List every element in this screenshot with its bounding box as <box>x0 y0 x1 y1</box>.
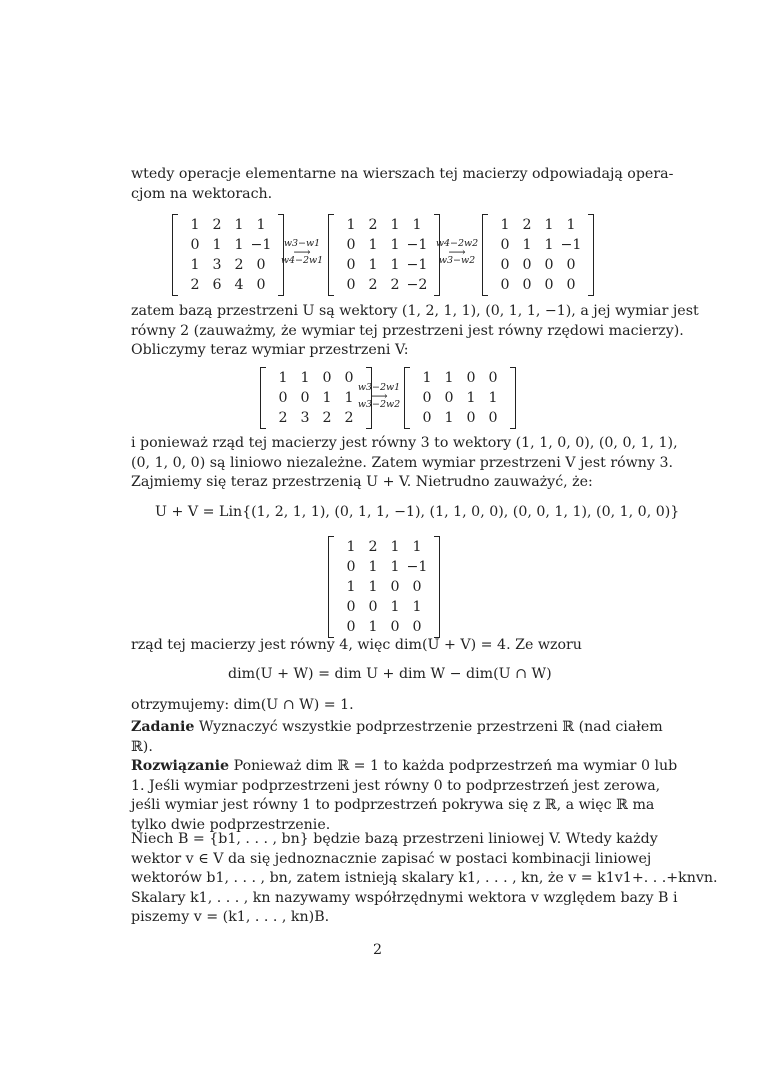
text-line: Zajmiemy się teraz przestrzenią U + V. Nietrudno zauważyć, że: <box>131 474 593 490</box>
matrix-cell: 2 <box>368 539 378 555</box>
matrix-E <box>404 367 516 429</box>
matrix-cell: 1 <box>412 539 422 555</box>
matrix-cell: 2 <box>212 217 222 233</box>
right-arrow-icon: ⟶ <box>370 389 388 403</box>
matrix-cell: 0 <box>412 579 422 595</box>
paragraph-result <box>131 696 629 716</box>
matrix-cell: 1 <box>544 237 554 253</box>
arrow-bottom-label: w4−2w1 <box>280 255 324 266</box>
arrow-top-label: w4−2w2 <box>435 238 479 249</box>
matrix-cell: 3 <box>212 257 222 273</box>
matrix-cell: 0 <box>544 277 554 293</box>
right-arrow-icon: ⟶ <box>293 245 311 259</box>
matrix-cell: 1 <box>390 257 400 273</box>
text-line: tylko dwie podprzestrzenie. <box>131 816 331 833</box>
matrix-cell: 1 <box>368 619 378 635</box>
paragraph-intro <box>131 165 674 204</box>
text-line: Niech B = {b1, . . . , bn} będzie bazą przestrzeni liniowej V. Wtedy każdy <box>131 831 658 847</box>
matrix-cell: 1 <box>190 217 200 233</box>
matrix-cell: 0 <box>346 277 356 293</box>
matrix-cell: 0 <box>522 257 532 273</box>
matrix-cell: 0 <box>390 619 400 635</box>
matrix-cell: 0 <box>544 257 554 273</box>
matrix-cell: 1 <box>346 579 356 595</box>
solution-block <box>131 757 678 835</box>
matrix-cell: 1 <box>390 539 400 555</box>
matrix-cell: 1 <box>466 390 476 406</box>
matrix-cell: 2 <box>278 410 288 426</box>
row-operation-arrow-1 <box>280 238 324 266</box>
matrix-cell: 1 <box>444 370 454 386</box>
matrix-cell: 0 <box>500 257 510 273</box>
matrix-cell: 1 <box>344 390 354 406</box>
matrix-cell: 1 <box>300 370 310 386</box>
matrix-cell: 1 <box>368 237 378 253</box>
text-line: cjom na wektorach. <box>131 185 273 202</box>
text-line: i ponieważ rząd tej macierzy jest równy 3 to wektory (1, 1, 0, 0), (0, 0, 1, 1), <box>131 435 678 451</box>
matrix-cell: 1 <box>278 370 288 386</box>
matrix-cell: 1 <box>488 390 498 406</box>
equation-dimension-formula: dim(U + W) = dim U + dim W − dim(U ∩ W) <box>228 666 552 682</box>
arrow-bottom-label: w3−w2 <box>438 255 476 266</box>
matrix-cell: 0 <box>256 257 266 273</box>
solution-label: Rozwiązanie <box>131 758 230 774</box>
matrix-cell: 0 <box>278 390 288 406</box>
matrix-cell: −1 <box>406 237 428 253</box>
matrix-cell: 0 <box>422 390 432 406</box>
matrix-C <box>482 214 594 296</box>
matrix-cell: 2 <box>368 217 378 233</box>
matrix-cell: 0 <box>488 410 498 426</box>
matrix-cell: 0 <box>190 237 200 253</box>
matrix-cell: 0 <box>412 619 422 635</box>
matrix-cell: 0 <box>346 257 356 273</box>
matrix-cell: 1 <box>422 370 432 386</box>
matrix-cell: 0 <box>566 257 576 273</box>
text-line: wektor v ∈ V da się jednoznacznie zapisać w postaci kombinacji liniowej <box>131 850 652 867</box>
paragraph-basis-u <box>131 302 699 361</box>
matrix-cell: 0 <box>346 619 356 635</box>
row-operation-arrow-2 <box>434 238 480 266</box>
matrix-cell: 2 <box>190 277 200 293</box>
matrix-cell: 2 <box>344 410 354 426</box>
matrix-cell: 1 <box>412 217 422 233</box>
matrix-cell: 0 <box>344 370 354 386</box>
matrix-cell: 1 <box>346 217 356 233</box>
text-line: wtedy operacje elementarne na wierszach tej macierzy odpowiadają opera- <box>131 166 674 182</box>
matrix-cell: 1 <box>412 599 422 615</box>
matrix-cell: 1 <box>444 410 454 426</box>
matrix-cell: 0 <box>522 277 532 293</box>
text-line: (0, 1, 0, 0) są liniowo niezależne. Zatem wymiar przestrzeni V jest równy 3. <box>131 454 673 471</box>
matrix-cell: 1 <box>212 237 222 253</box>
matrix-cell: 0 <box>422 410 432 426</box>
matrix-cell: 1 <box>566 217 576 233</box>
matrix-cell: 1 <box>234 217 244 233</box>
matrix-cell: 1 <box>390 237 400 253</box>
page-number: 2 <box>373 942 383 958</box>
right-arrow-icon: ⟶ <box>448 245 466 259</box>
matrix-cell: 0 <box>256 277 266 293</box>
matrix-cell: −1 <box>406 257 428 273</box>
matrix-cell: 1 <box>256 217 266 233</box>
matrix-cell: −2 <box>406 277 428 293</box>
matrix-cell: 4 <box>234 277 244 293</box>
text-line: równy 2 (zauważmy, że wymiar tej przestrzeni jest równy rzędowi macierzy). <box>131 322 684 339</box>
matrix-cell: 0 <box>488 370 498 386</box>
arrow-bottom-label: w3−2w2 <box>357 399 401 410</box>
matrix-cell: 0 <box>500 277 510 293</box>
matrix-cell: 2 <box>522 217 532 233</box>
matrix-cell: 1 <box>500 217 510 233</box>
matrix-cell: 1 <box>544 217 554 233</box>
text-line: rząd tej macierzy jest równy 4, więc dim(U + V) = 4. Ze wzoru <box>131 637 582 653</box>
matrix-cell: −1 <box>406 559 428 575</box>
matrix-cell: 2 <box>234 257 244 273</box>
paragraph-rank <box>131 636 629 656</box>
paragraph-coordinates <box>131 830 718 928</box>
text-line: Skalary k1, . . . , kn nazywamy współrzędnymi wektora v względem bazy B i <box>131 889 678 906</box>
matrix-cell: −1 <box>250 237 272 253</box>
text-line: jeśli wymiar jest równy 1 to podprzestrzeń pokrywa się z ℝ, a więc ℝ ma <box>131 797 655 813</box>
matrix-cell: 2 <box>368 277 378 293</box>
equation-lin: U + V = Lin{(1, 2, 1, 1), (0, 1, 1, −1), (1, 1, 0, 0), (0, 0, 1, 1), (0, 1, 0, 0)} <box>155 504 680 520</box>
matrix-cell: 0 <box>300 390 310 406</box>
text-line: zatem bazą przestrzeni U są wektory (1, 2, 1, 1), (0, 1, 1, −1), a jej wymiar jest <box>131 303 699 319</box>
matrix-cell: 1 <box>234 237 244 253</box>
row-operation-arrow-3 <box>356 382 402 410</box>
matrix-F <box>328 536 440 638</box>
matrix-B <box>328 214 440 296</box>
text-line: wektorów b1, . . . , bn, zatem istnieją skalary k1, . . . , kn, że v = k1v1+. . .+knvn. <box>131 870 718 886</box>
matrix-cell: 1 <box>522 237 532 253</box>
matrix-cell: 0 <box>346 237 356 253</box>
arrow-top-label: w3−2w1 <box>357 382 401 393</box>
matrix-cell: 3 <box>300 410 310 426</box>
matrix-cell: 0 <box>466 410 476 426</box>
text-line: 1. Jeśli wymiar podprzestrzeni jest równy 0 to podprzestrzeń jest zerowa, <box>131 777 661 794</box>
matrix-cell: 1 <box>368 579 378 595</box>
matrix-cell: 6 <box>212 277 222 293</box>
paragraph-dim-v <box>131 434 678 493</box>
text-line: Obliczymy teraz wymiar przestrzeni V: <box>131 342 409 358</box>
matrix-cell: 1 <box>390 599 400 615</box>
text-line: otrzymujemy: dim(U ∩ W) = 1. <box>131 697 354 713</box>
matrix-cell: −1 <box>560 237 582 253</box>
matrix-A <box>172 214 284 296</box>
matrix-cell: 0 <box>346 559 356 575</box>
matrix-cell: 0 <box>466 370 476 386</box>
matrix-cell: 0 <box>500 237 510 253</box>
arrow-top-label: w3−w1 <box>283 238 321 249</box>
matrix-cell: 0 <box>346 599 356 615</box>
matrix-cell: 0 <box>390 579 400 595</box>
matrix-cell: 2 <box>390 277 400 293</box>
matrix-cell: 0 <box>322 370 332 386</box>
matrix-cell: 1 <box>368 559 378 575</box>
matrix-cell: 1 <box>346 539 356 555</box>
matrix-cell: 1 <box>390 559 400 575</box>
matrix-cell: 1 <box>368 257 378 273</box>
text-line: piszemy v = (k1, . . . , kn)B. <box>131 909 330 925</box>
text-line: Ponieważ dim ℝ = 1 to każda podprzestrzeń ma wymiar 0 lub <box>229 758 678 774</box>
matrix-cell: 1 <box>190 257 200 273</box>
text-line: Wyznaczyć wszystkie podprzestrzenie przestrzeni ℝ (nad ciałem <box>194 719 663 735</box>
matrix-cell: 2 <box>322 410 332 426</box>
matrix-cell: 1 <box>390 217 400 233</box>
matrix-cell: 0 <box>444 390 454 406</box>
task-label: Zadanie <box>131 719 195 735</box>
text-line: ℝ). <box>131 738 153 755</box>
task-block <box>131 718 663 757</box>
matrix-cell: 1 <box>322 390 332 406</box>
matrix-cell: 0 <box>368 599 378 615</box>
matrix-cell: 0 <box>566 277 576 293</box>
